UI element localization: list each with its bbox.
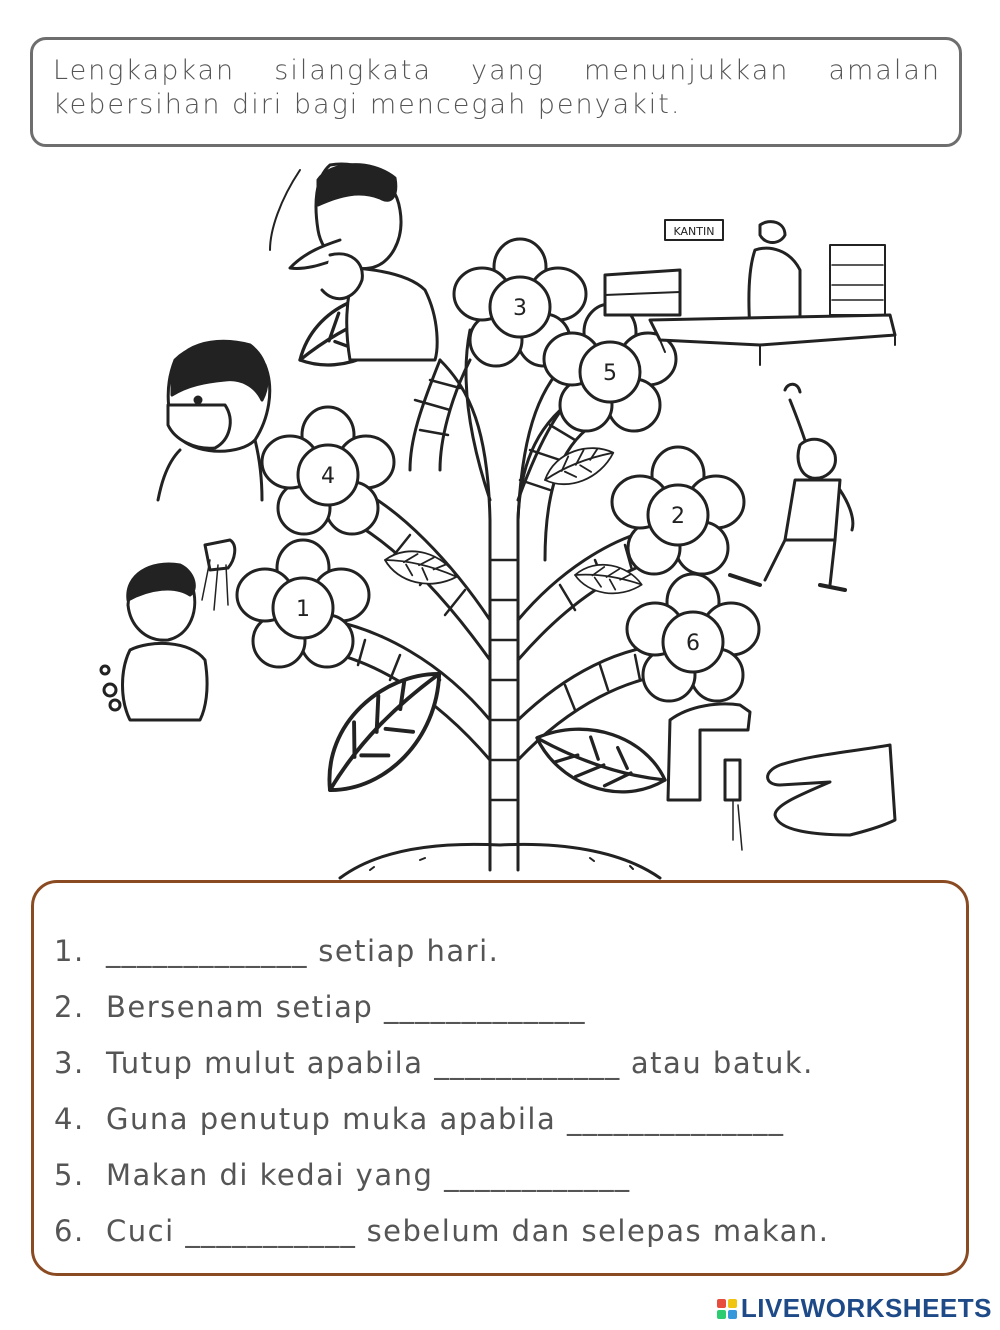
liveworksheets-brand[interactable] [717,1293,992,1324]
question-number: 5. [54,1158,85,1192]
question-row-4 [54,1091,946,1147]
flower-number: 2 [671,504,685,529]
question-text: Bersenam setiap [106,990,385,1024]
instruction-box [30,37,962,147]
handwashing-drawing [668,704,895,850]
answer-blank-2[interactable]: _____________ [384,990,586,1024]
flower-number: 1 [296,597,310,622]
question-number: 2. [54,990,85,1024]
sneezing-man-drawing [270,164,437,360]
flower-number: 3 [513,296,527,321]
question-text: Cuci [106,1214,186,1248]
question-number: 4. [54,1102,85,1136]
brand-name: LIVEWORKSHEETS [740,1293,992,1323]
flower-number: 5 [603,361,617,386]
instruction-text: Lengkapkan silangkata yang menunjukkan amalan kebersihan diri bagi mencegah penyakit. [53,55,941,120]
masked-boy-drawing [158,341,270,500]
question-row-2 [54,979,946,1035]
question-text: atau batuk. [620,1046,814,1080]
exercising-boy-drawing [730,384,853,590]
question-number: 3. [54,1046,85,1080]
question-text: setiap hari. [307,934,500,968]
flower-number: 6 [686,631,700,656]
bathing-boy-drawing [101,540,235,720]
question-row-5 [54,1147,946,1203]
question-row-6 [54,1203,946,1259]
question-text: Makan di kedai yang [106,1158,445,1192]
question-number: 6. [54,1214,85,1248]
flower-illustration [0,150,1000,880]
answer-blank-3[interactable]: ____________ [434,1046,621,1080]
question-row-3 [54,1035,946,1091]
answer-blank-5[interactable]: ____________ [444,1158,631,1192]
question-row-1 [54,923,946,979]
canteen-sign: KANTIN [673,225,715,238]
answer-blank-6[interactable]: ___________ [185,1214,356,1248]
questions-box [31,880,969,1276]
question-text: sebelum dan selepas makan. [355,1214,830,1248]
question-number: 1. [54,934,85,968]
question-text: Guna penutup muka apabila [106,1102,567,1136]
answer-blank-4[interactable]: ______________ [566,1102,784,1136]
question-text: Tutup mulut apabila [106,1046,435,1080]
flower-number: 4 [321,464,335,489]
answer-blank-1[interactable]: _____________ [106,934,308,968]
liveworksheets-logo-icon [717,1299,737,1319]
